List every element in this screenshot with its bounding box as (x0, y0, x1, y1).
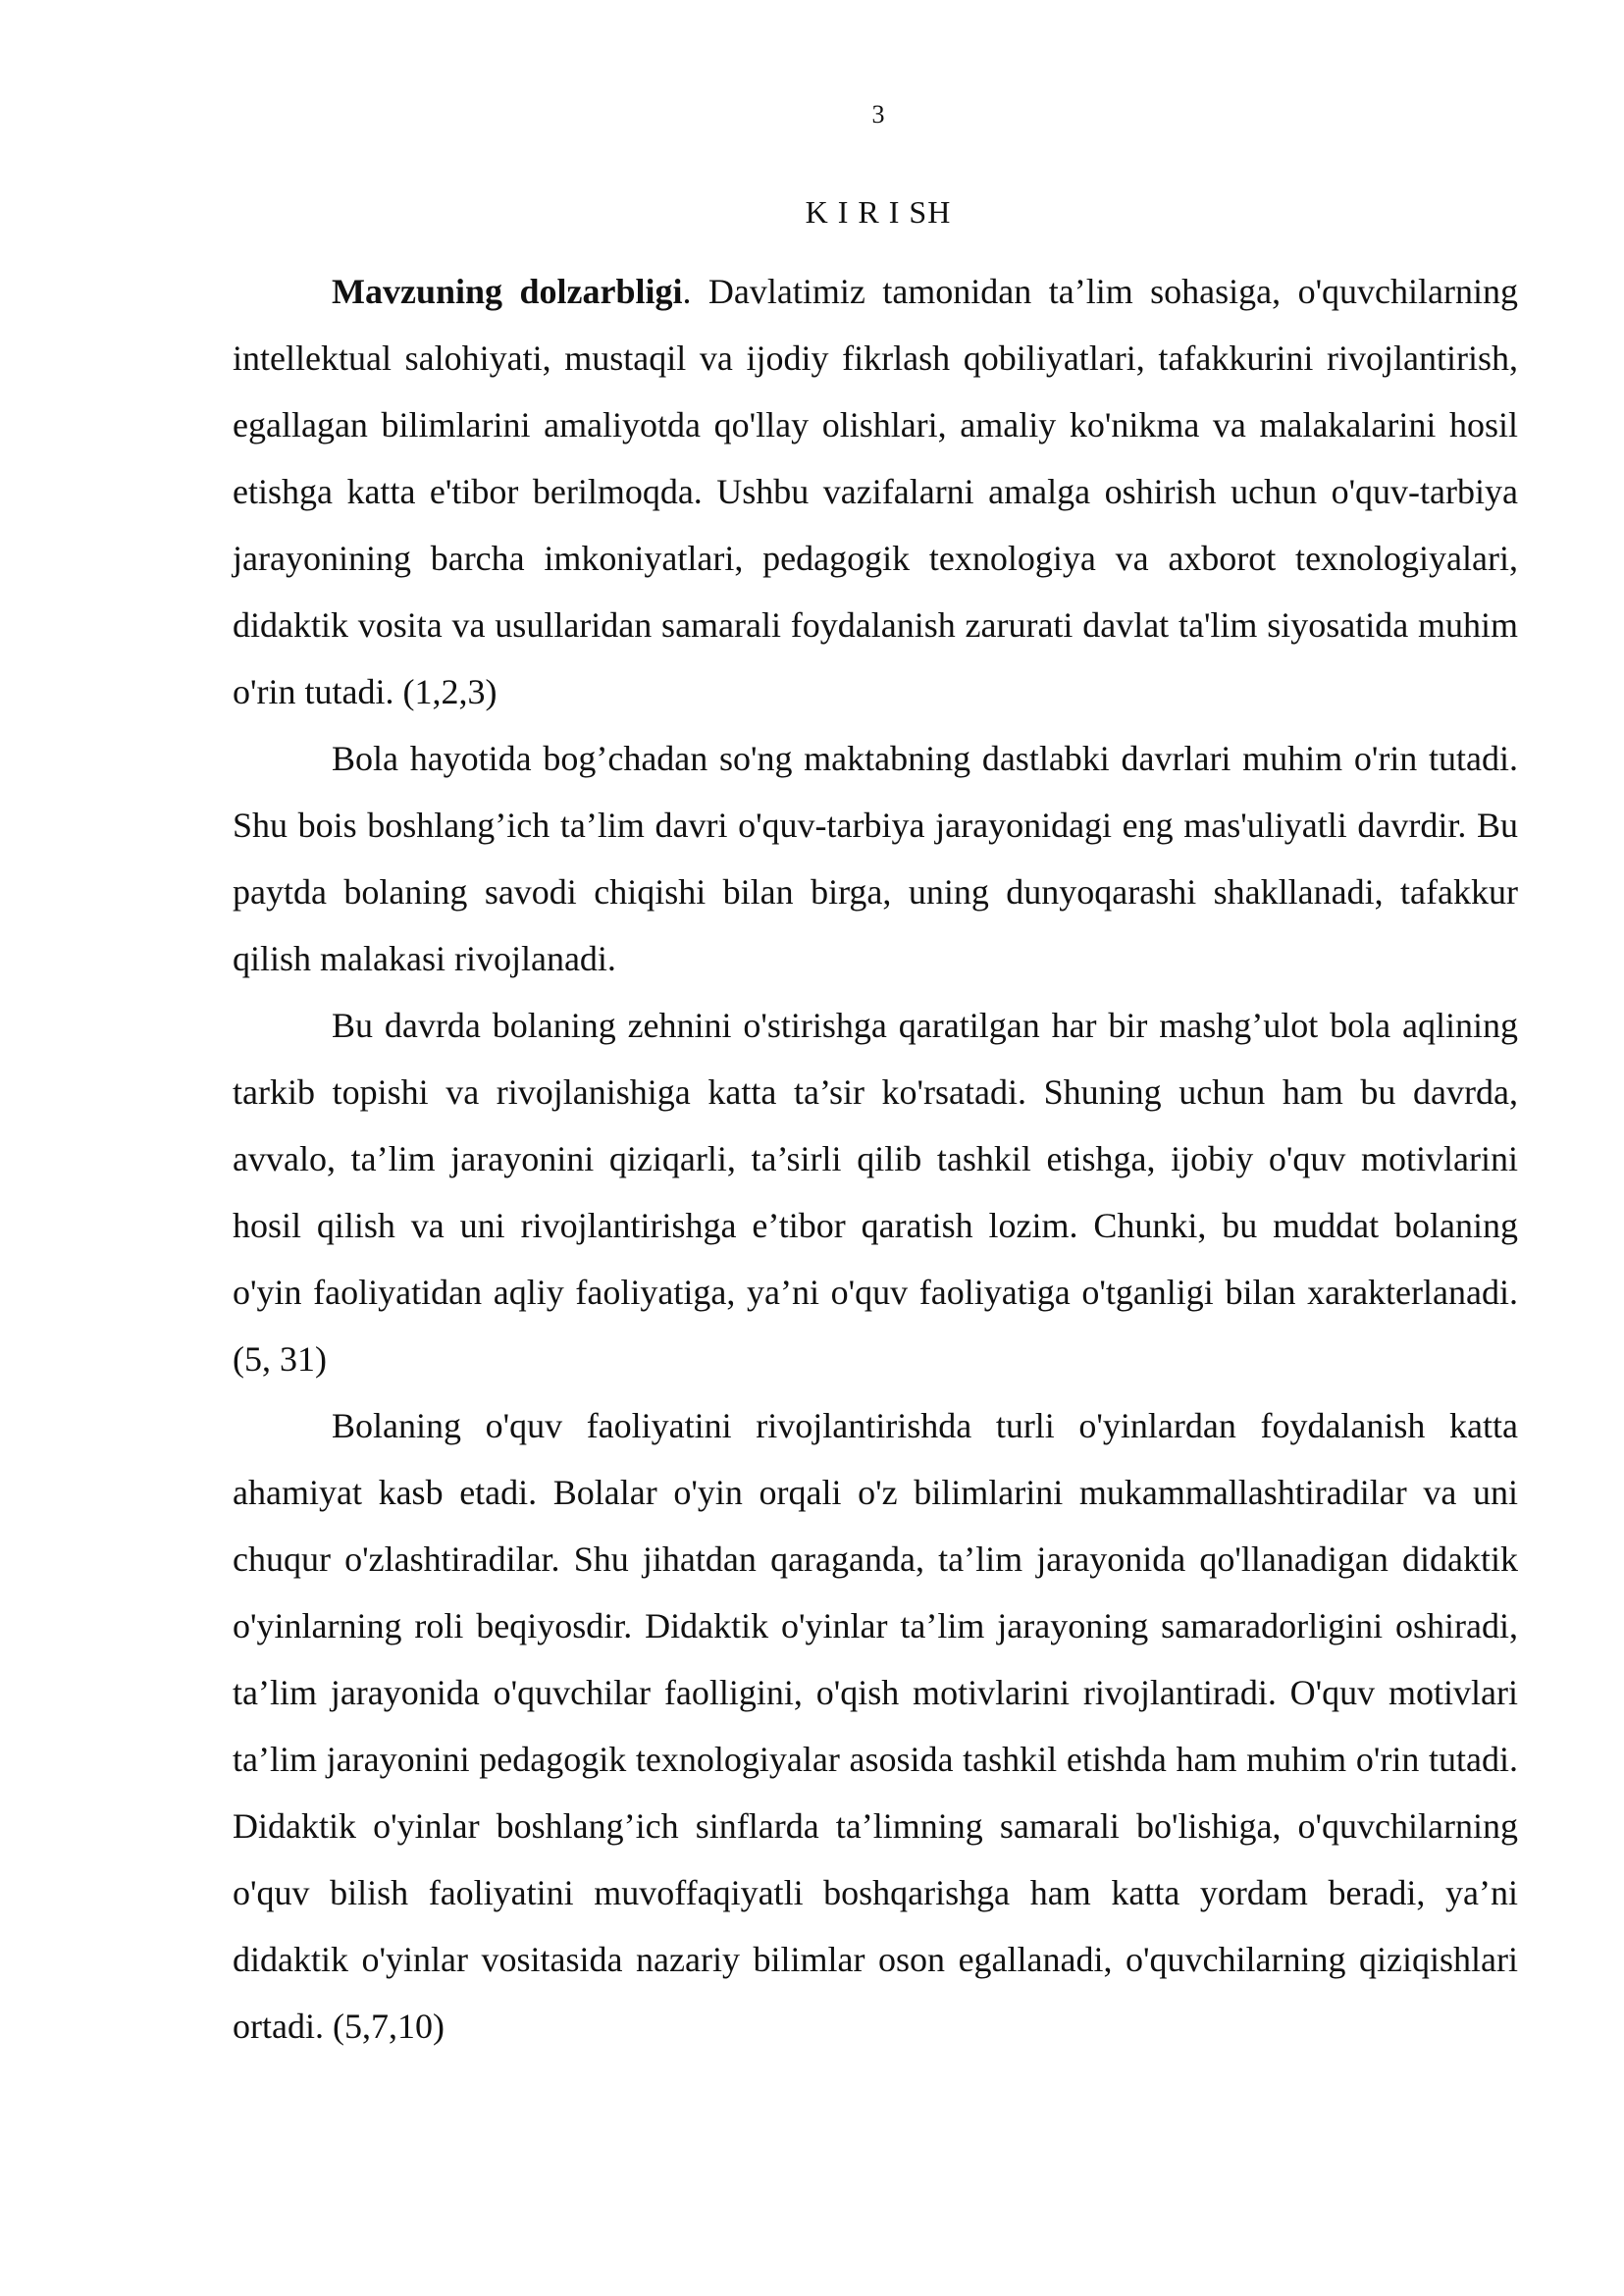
lead-label: Mavzuning dolzarbligi (332, 272, 683, 311)
page-number: 3 (871, 100, 885, 129)
lead-punct: . (682, 272, 692, 311)
paragraph: Bolaning o'quv faoliyatini rivojlantirishda turli o'yinlardan foydalanish katta ahamiyat kasb etadi. Bolalar o'yin orqali o'z bilimlarini mukammallashtiradilar va uni chuqur o'zlashtiradilar. Shu jihatdan qaraganda, ta’lim jarayonida qo'llanadigan didaktik o'yinlarning roli beqiyosdir. Didaktik o'yinlar ta’lim jarayoning samaradorligini oshiradi, ta’lim jarayonida o'quvchilar faolligini, o'qish motivlarini rivojlantiradi. O'quv motivlari ta’lim jarayonini pedagogik texnologiyalar asosida tashkil etishda ham muhim o'rin tutadi. Didaktik o'yinlar boshlang’ich sinflarda ta’limning samarali bo'lishiga, o'quvchilarning o'quv bilish faoliyatini muvoffaqiyatli boshqarishga ham katta yordam beradi, ya’ni didaktik o'yinlar vositasida nazariy bilimlar oson egallanadi, o'quvchilarning qiziqishlari ortadi. (5,7,10) (233, 1406, 1518, 2046)
paragraph-relevance (233, 258, 1518, 725)
section-heading: K I R I SH (805, 194, 952, 230)
paragraph-text: Davlatimiz tamonidan ta’lim sohasiga, o'quvchilarning intellektual salohiyati, mustaqil va ijodiy fikrlash qobiliyatlari, tafakkurini rivojlantirish, egallagan bilimlarini amaliyotda qo'llay olishlari, amaliy ko'nikma va malakalarini hosil etishga katta e'tibor berilmoqda. Ushbu vazifalarni amalga oshirish uchun o'quv-tarbiya jarayonining barcha imkoniyatlari, pedagogik texnologiya va axborot texnologiyalari, didaktik vosita va usullaridan samarali foydalanish zarurati davlat ta'lim siyosatida muhim o'rin tutadi. (1,2,3) (233, 272, 1519, 711)
paragraph: Bola hayotida bog’chadan so'ng maktabning dastlabki davrlari muhim o'rin tutadi. Shu bois boshlang’ich ta’lim davri o'quv-tarbiya jarayonidagi eng mas'uliyatli davrdir. Bu paytda bolaning savodi chiqishi bilan birga, uning dunyoqarashi shakllanadi, tafakkur qilish malakasi rivojlanadi. (233, 739, 1518, 978)
body-text (233, 258, 1518, 2060)
paragraph: Bu davrda bolaning zehnini o'stirishga qaratilgan har bir mashg’ulot bola aqlining tarkib topishi va rivojlanishiga katta ta’sir ko'rsatadi. Shuning uchun ham bu davrda, avvalo, ta’lim jarayonini qiziqarli, ta’sirli qilib tashkil etishga, ijobiy o'quv motivlarini hosil qilish va uni rivojlantirishga e’tibor qaratish lozim. Chunki, bu muddat bolaning o'yin faoliyatidan aqliy faoliyatiga, ya’ni o'quv faoliyatiga o'tganligi bilan xarakterlanadi. (5, 31) (233, 1006, 1518, 1379)
